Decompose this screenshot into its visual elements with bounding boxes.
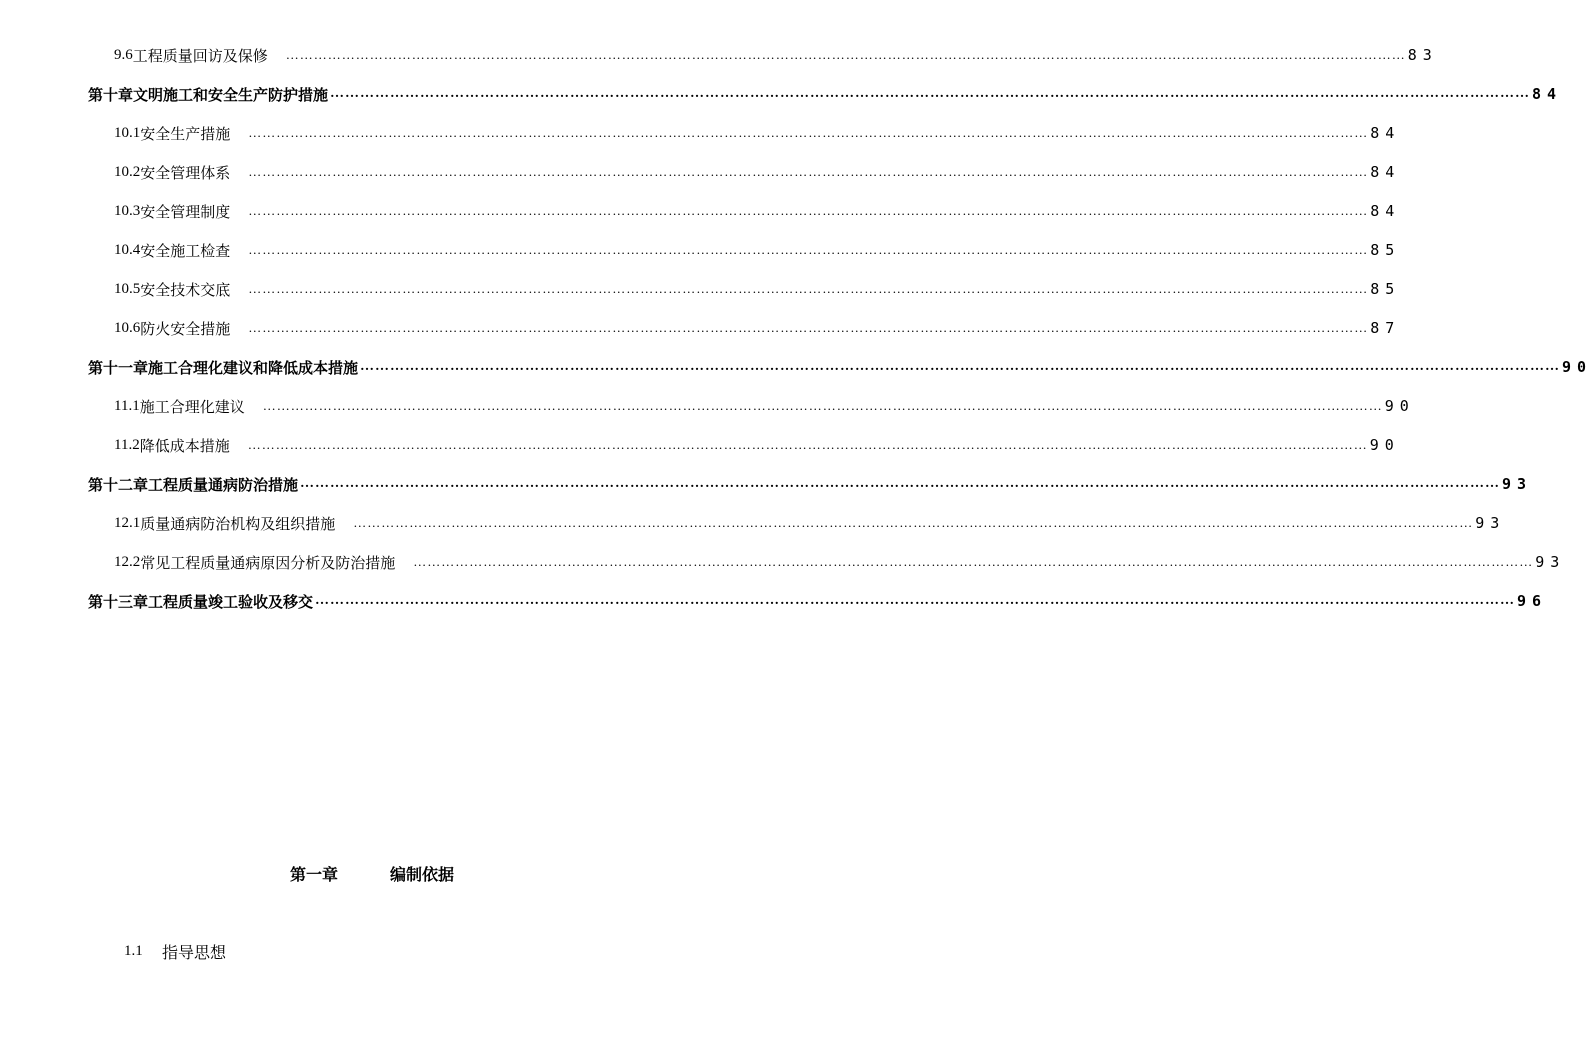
toc-entry-title: 安全管理制度 <box>140 202 231 221</box>
toc-entry-title: 安全施工检查 <box>140 241 231 260</box>
toc-entry-title: 防火安全措施 <box>140 319 231 338</box>
toc-dot-leader: …………………………………………………………………………………………………………………………………………………………………………………………………………………… <box>248 281 1369 296</box>
toc-section-number: 10.1 <box>114 124 141 141</box>
toc-section-entry <box>114 433 1400 457</box>
toc-dot-leader: …………………………………………………………………………………………………………………………………………………………………………………………………………………… <box>248 125 1369 140</box>
toc-page-number: 85 <box>1370 241 1401 259</box>
toc-section-entry <box>114 550 1566 574</box>
toc-section-entry <box>114 43 1438 67</box>
toc-page-number: 93 <box>1535 553 1566 571</box>
toc-dot-leader: …………………………………………………………………………………………………………………………………………………………………………………………………………………… <box>353 515 1474 530</box>
toc-dot-leader: …………………………………………………………………………………………………………………………………………………………………………………………………………………… <box>315 593 1516 608</box>
toc-entry-title: 安全技术交底 <box>140 280 231 299</box>
toc-entry-title: 质量通病防治机构及组织措施 <box>140 514 336 533</box>
toc-chapter-label: 第十章 <box>88 85 134 104</box>
toc-page-number: 93 <box>1502 475 1533 493</box>
toc-dot-leader: …………………………………………………………………………………………………………………………………………………………………………………………………………………… <box>248 320 1369 335</box>
toc-section-entry <box>114 277 1401 301</box>
section-heading-title: 指导思想 <box>162 943 227 962</box>
toc-page-number: 85 <box>1370 280 1401 298</box>
chapter-heading <box>0 862 744 885</box>
toc-page-number: 93 <box>1475 514 1506 532</box>
toc-section-entry <box>114 316 1401 340</box>
toc-dot-leader: …………………………………………………………………………………………………………………………………………………………………………………………………………………… <box>285 47 1406 62</box>
toc-dot-leader: …………………………………………………………………………………………………………………………………………………………………………………………………………………… <box>300 476 1501 491</box>
toc-section-entry <box>114 394 1415 418</box>
toc-section-number: 10.3 <box>114 202 141 219</box>
toc-section-number: 11.1 <box>114 397 140 414</box>
toc-dot-leader: …………………………………………………………………………………………………………………………………………………………………………………………………………………… <box>248 203 1369 218</box>
toc-dot-leader: …………………………………………………………………………………………………………………………………………………………………………………………………………………… <box>262 398 1383 413</box>
toc-entry-title: 工程质量回访及保修 <box>132 46 268 65</box>
toc-entry-title: 常见工程质量通病原因分析及防治措施 <box>140 553 396 572</box>
toc-section-entry <box>114 511 1506 535</box>
toc-page-number: 84 <box>1370 124 1401 142</box>
toc-entry-title: 安全生产措施 <box>140 124 231 143</box>
toc-entry-title: 工程质量竣工验收及移交 <box>148 592 314 611</box>
toc-section-number: 12.1 <box>114 514 141 531</box>
toc-page-number: 84 <box>1532 85 1563 103</box>
toc-dot-leader: …………………………………………………………………………………………………………………………………………………………………………………………………………………… <box>413 554 1534 569</box>
toc-entry-title: 工程质量通病防治措施 <box>148 475 299 494</box>
section-heading-number: 1.1 <box>124 943 143 959</box>
toc-entry-title: 施工合理化建议和降低成本措施 <box>148 358 359 377</box>
toc-page-number: 90 <box>1369 436 1400 454</box>
toc-section-entry <box>114 160 1401 184</box>
toc-chapter-entry <box>88 355 1592 379</box>
toc-chapter-entry <box>88 82 1563 106</box>
toc-section-entry <box>114 199 1401 223</box>
toc-chapter-label: 第十三章 <box>88 592 149 611</box>
toc-section-number: 10.6 <box>114 319 141 336</box>
toc-entry-title: 降低成本措施 <box>139 436 230 455</box>
toc-page-number: 96 <box>1517 592 1548 610</box>
toc-chapter-label: 第十一章 <box>88 358 149 377</box>
section-heading <box>124 940 226 963</box>
toc-section-number: 10.4 <box>114 241 141 258</box>
toc-chapter-entry <box>88 589 1548 613</box>
chapter-heading-title: 编制依据 <box>390 865 455 884</box>
toc-section-number: 10.2 <box>114 163 141 180</box>
toc-page-number: 84 <box>1370 163 1401 181</box>
toc-section-number: 11.2 <box>114 436 140 453</box>
toc-dot-leader: …………………………………………………………………………………………………………………………………………………………………………………………………………………… <box>360 359 1561 374</box>
toc-page-number: 90 <box>1384 397 1415 415</box>
toc-page-number: 84 <box>1370 202 1401 220</box>
toc-dot-leader: …………………………………………………………………………………………………………………………………………………………………………………………………………………… <box>248 164 1369 179</box>
toc-section-number: 9.6 <box>114 46 133 63</box>
toc-section-number: 12.2 <box>114 553 141 570</box>
toc-section-entry <box>114 238 1401 262</box>
toc-page-number: 90 <box>1562 358 1592 376</box>
toc-dot-leader: …………………………………………………………………………………………………………………………………………………………………………………………………………………… <box>248 242 1369 257</box>
toc-section-number: 10.5 <box>114 280 141 297</box>
toc-page-number: 83 <box>1407 46 1438 64</box>
toc-section-entry <box>114 121 1401 145</box>
toc-chapter-label: 第十二章 <box>88 475 149 494</box>
toc-entry-title: 文明施工和安全生产防护措施 <box>133 85 329 104</box>
toc-dot-leader: …………………………………………………………………………………………………………………………………………………………………………………………………………………… <box>247 437 1368 452</box>
toc-dot-leader: …………………………………………………………………………………………………………………………………………………………………………………………………………………… <box>330 86 1531 101</box>
toc-chapter-entry <box>88 472 1533 496</box>
toc-entry-title: 安全管理体系 <box>140 163 231 182</box>
toc-entry-title: 施工合理化建议 <box>139 397 245 416</box>
toc-page-number: 87 <box>1370 319 1401 337</box>
chapter-heading-label: 第一章 <box>289 865 338 884</box>
